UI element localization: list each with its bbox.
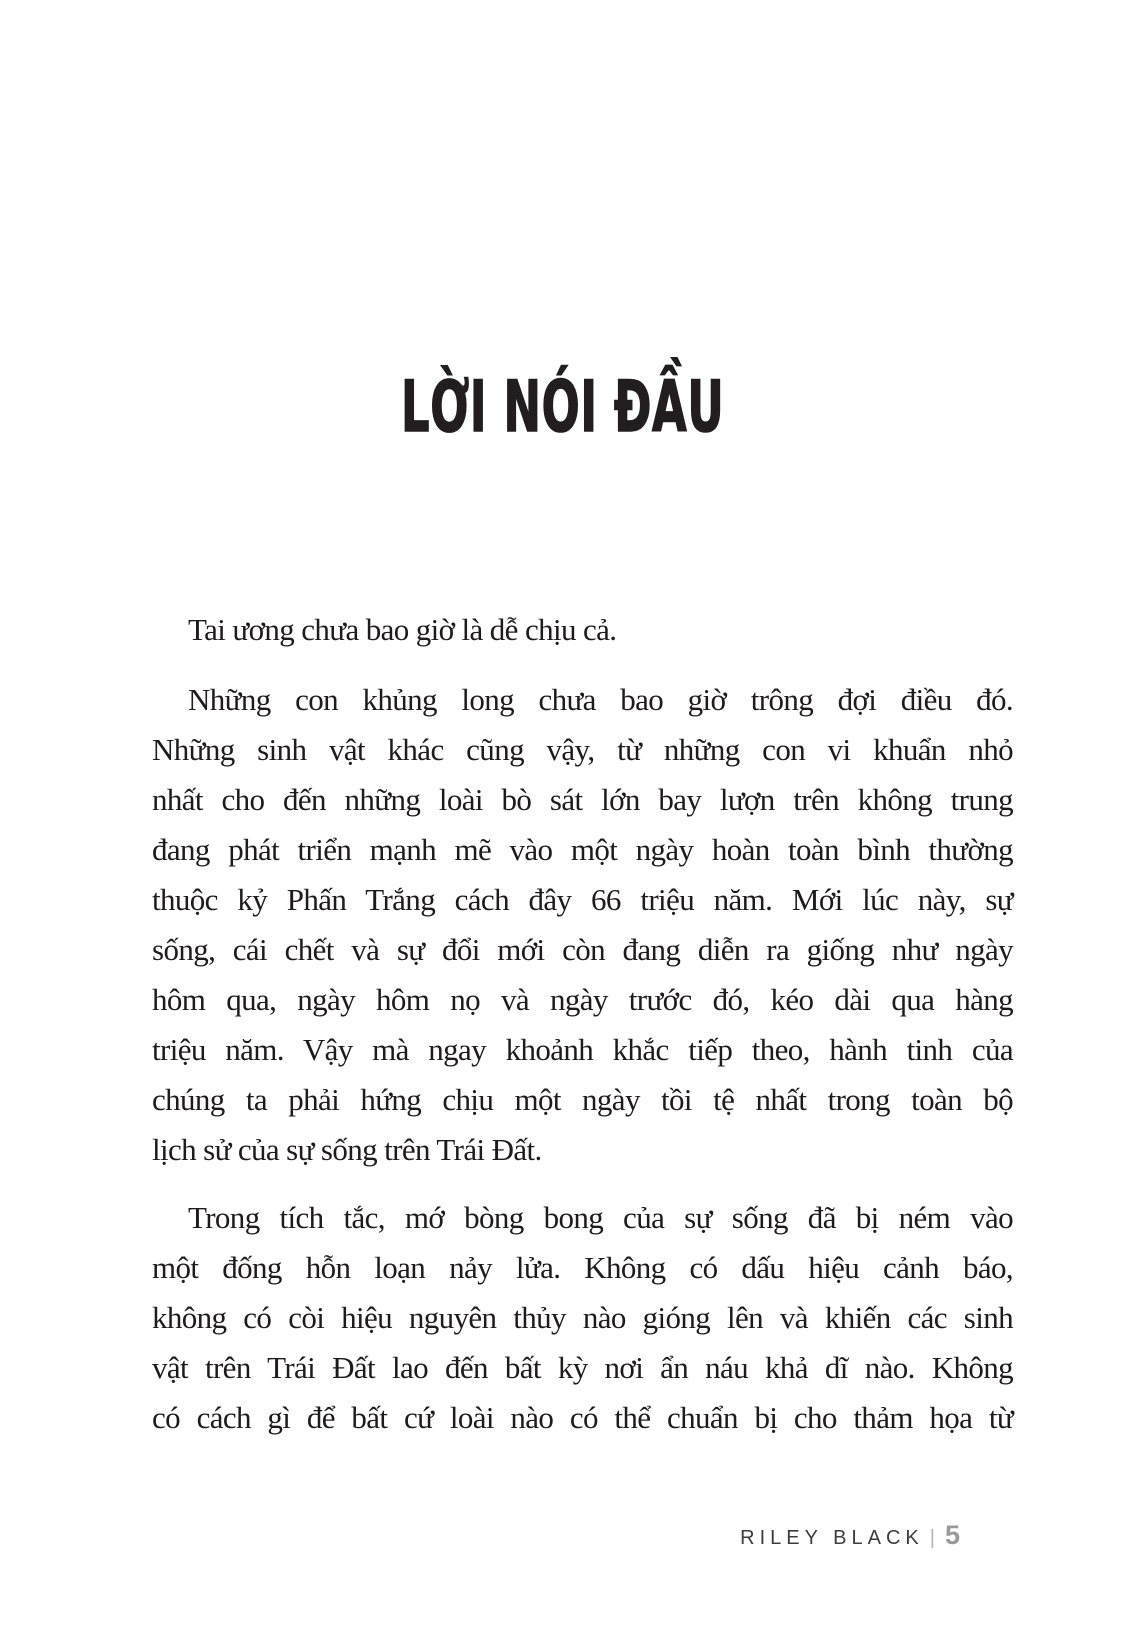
text-line: hôm qua, ngày hôm nọ và ngày trước đó, kéo dài qua hàng: [152, 982, 1013, 1017]
text-line: đang phát triển mạnh mẽ vào một ngày hoàn toàn bình thường: [152, 832, 1013, 867]
footer-separator: |: [929, 1527, 935, 1549]
text-line: Trong tích tắc, mớ bòng bong của sự sống đã bị ném vào: [188, 1200, 1013, 1235]
text-line: không có còi hiệu nguyên thủy nào gióng lên và khiến các sinh: [152, 1300, 1013, 1335]
body-paragraph: [152, 605, 1013, 655]
text-line: Những sinh vật khác cũng vậy, từ những con vi khuẩn nhỏ: [152, 732, 1013, 767]
text-line: triệu năm. Vậy mà ngay khoảnh khắc tiếp theo, hành tinh của: [152, 1032, 1013, 1067]
text-line: thuộc kỷ Phấn Trắng cách đây 66 triệu năm. Mới lúc này, sự: [152, 882, 1013, 917]
text-line: chúng ta phải hứng chịu một ngày tồi tệ nhất trong toàn bộ: [152, 1082, 1013, 1117]
page-number: 5: [944, 1520, 960, 1550]
body-paragraph: [152, 1193, 1013, 1443]
body-text-block: [152, 605, 1013, 1443]
text-line: có cách gì để bất cứ loài nào có thể chuẩn bị cho thảm họa từ: [152, 1400, 1013, 1435]
text-line: lịch sử của sự sống trên Trái Đất.: [152, 1132, 542, 1167]
running-footer: [740, 1520, 960, 1551]
text-line: sống, cái chết và sự đổi mới còn đang diễn ra giống như ngày: [152, 932, 1013, 967]
text-line: Những con khủng long chưa bao giờ trông đợi điều đó.: [188, 682, 1013, 717]
text-line: nhất cho đến những loài bò sát lớn bay lượn trên không trung: [152, 782, 1013, 817]
text-line: một đống hỗn loạn nảy lửa. Không có dấu hiệu cảnh báo,: [152, 1250, 1013, 1285]
text-line: Tai ương chưa bao giờ là dễ chịu cả.: [188, 612, 617, 647]
chapter-heading: [0, 366, 1126, 462]
text-line: vật trên Trái Đất lao đến bất kỳ nơi ẩn náu khả dĩ nào. Không: [152, 1350, 1013, 1385]
body-paragraph: [152, 675, 1013, 1175]
author-name: RILEY BLACK: [740, 1527, 924, 1549]
chapter-heading-text: LỜI NÓI ĐẦU: [401, 366, 725, 448]
